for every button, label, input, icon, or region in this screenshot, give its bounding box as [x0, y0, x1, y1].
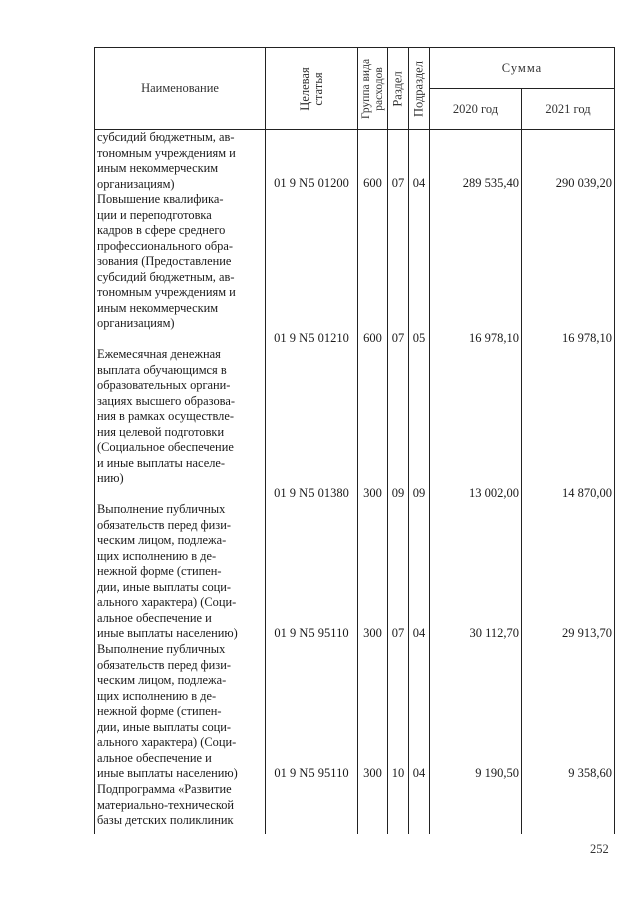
- row-sum-2020: 16 978,10: [430, 192, 522, 347]
- row-section: 07: [388, 192, 409, 347]
- row-expense-group: 300: [358, 502, 388, 642]
- table-row: [95, 192, 615, 347]
- row-target-code: 01 9 N5 95110: [266, 642, 358, 782]
- row-subsection: [409, 782, 430, 834]
- row-target-code: 01 9 N5 01200: [266, 130, 358, 193]
- row-subsection: 04: [409, 130, 430, 193]
- header-section: Раздел: [388, 48, 409, 130]
- header-expense-group: Группа вида расходов: [358, 48, 388, 130]
- row-subsection: 04: [409, 502, 430, 642]
- row-section: [388, 782, 409, 834]
- row-target-code: 01 9 N5 01210: [266, 192, 358, 347]
- row-sum-2020: 30 112,70: [430, 502, 522, 642]
- header-name: Наименование: [95, 48, 266, 130]
- row-subsection: 09: [409, 347, 430, 502]
- row-name-cell: Ежемесячная денежная выплата обучающимся в образовательных органи- зациях высшего образова- ния в рамках осуществле- ния целевой подготовки (Социальное обеспечение и иные выплаты населе- нию): [95, 347, 266, 502]
- row-section: 10: [388, 642, 409, 782]
- row-sum-2020: 13 002,00: [430, 347, 522, 502]
- row-sum-2021: 29 913,70: [522, 502, 615, 642]
- table-row: [95, 502, 615, 642]
- header-year-2021: 2021 год: [522, 89, 615, 130]
- row-sum-2020: 289 535,40: [430, 130, 522, 193]
- row-section: 07: [388, 502, 409, 642]
- header-sum: Сумма: [430, 48, 615, 89]
- row-target-code: [266, 782, 358, 834]
- table-row: [95, 782, 615, 834]
- table-header: [95, 48, 615, 130]
- row-name-cell: Выполнение публичных обязательств перед физи- ческим лицом, подлежа- щих исполнению в де- нежной форме (стипен- дии, иные выплаты соци- ального характера) (Соци- альное обеспечение и иные выплаты населению): [95, 502, 266, 642]
- row-expense-group: 300: [358, 347, 388, 502]
- row-sum-2021: 16 978,10: [522, 192, 615, 347]
- row-sum-2021: 9 358,60: [522, 642, 615, 782]
- header-subsection: Подраздел: [409, 48, 430, 130]
- row-name-cell: Выполнение публичных обязательств перед физи- ческим лицом, подлежа- щих исполнению в де- нежной форме (стипен- дии, иные выплаты соци- ального характера) (Соци- альное обеспечение и иные выплаты населению): [95, 642, 266, 782]
- row-name-cell: Подпрограмма «Развитие материально-технической базы детских поликлиник: [95, 782, 266, 834]
- row-sum-2020: [430, 782, 522, 834]
- row-sum-2021: 14 870,00: [522, 347, 615, 502]
- row-sum-2021: [522, 782, 615, 834]
- row-subsection: 05: [409, 192, 430, 347]
- table-row: [95, 642, 615, 782]
- row-section: 09: [388, 347, 409, 502]
- budget-table-wrapper: [94, 47, 615, 834]
- row-sum-2021: 290 039,20: [522, 130, 615, 193]
- header-year-2020: 2020 год: [430, 89, 522, 130]
- row-target-code: 01 9 N5 95110: [266, 502, 358, 642]
- row-section: 07: [388, 130, 409, 193]
- table-row: [95, 347, 615, 502]
- header-target-article: Целевая статья: [266, 48, 358, 130]
- page-number: 252: [590, 842, 609, 856]
- row-sum-2020: 9 190,50: [430, 642, 522, 782]
- row-subsection: 04: [409, 642, 430, 782]
- table-body: [95, 130, 615, 835]
- table-row: [95, 130, 615, 193]
- row-target-code: 01 9 N5 01380: [266, 347, 358, 502]
- row-expense-group: 600: [358, 192, 388, 347]
- row-expense-group: [358, 782, 388, 834]
- row-expense-group: 600: [358, 130, 388, 193]
- row-name-cell: субсидий бюджетным, ав- тономным учреждениям и иным некоммерческим организациям): [95, 130, 266, 193]
- row-expense-group: 300: [358, 642, 388, 782]
- row-name-cell: Повышение квалифика- ции и переподготовка кадров в сфере среднего профессионального обра- зования (Предоставление субсидий бюджетным, ав- тономным учреждениям и иным некоммерческим организациям): [95, 192, 266, 347]
- budget-table: [94, 47, 615, 834]
